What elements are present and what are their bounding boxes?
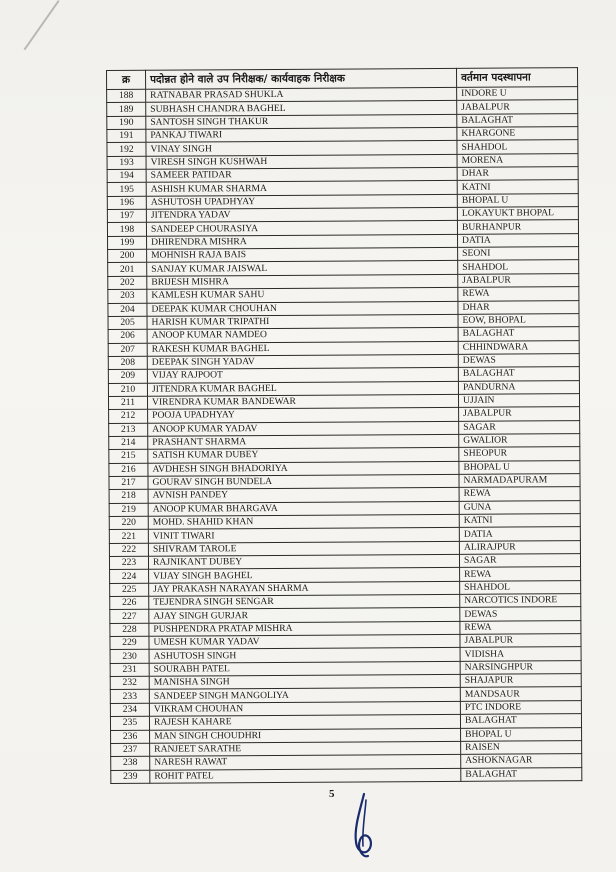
serial-cell: 208 (108, 356, 147, 370)
serial-cell: 235 (110, 716, 149, 730)
paper-fold-line (24, 0, 60, 50)
posting-cell: GWALIOR (459, 434, 580, 448)
posting-cell: BALAGHAT (458, 327, 579, 341)
officer-name-cell: RATNABAR PRASAD SHUKLA (146, 87, 457, 102)
posting-cell: BALAGHAT (460, 714, 581, 728)
posting-header: वर्तमान पदस्थापना (456, 68, 577, 88)
posting-cell: PANDURNA (458, 380, 579, 394)
serial-cell: 207 (108, 343, 147, 357)
posting-cell: MANDSAUR (460, 687, 581, 701)
posting-cell: BALAGHAT (457, 113, 578, 127)
serial-cell: 227 (110, 610, 149, 624)
posting-cell: BALAGHAT (458, 367, 579, 381)
serial-cell: 228 (110, 623, 149, 637)
serial-cell: 215 (109, 450, 148, 464)
serial-cell: 212 (109, 410, 148, 424)
officer-name-cell: DHIRENDRA MISHRA (147, 234, 458, 249)
officer-name-cell: VIJAY RAJPOOT (147, 368, 458, 383)
posting-cell: RAISEN (461, 740, 582, 754)
officer-name-cell: AVNISH PANDEY (148, 488, 459, 503)
promotion-list-table (106, 67, 582, 784)
posting-cell: ASHOKNAGAR (461, 754, 582, 768)
serial-cell: 206 (108, 329, 147, 343)
posting-cell: DHAR (457, 167, 578, 181)
serial-cell: 221 (109, 530, 148, 544)
officer-name-cell: RAKESH KUMAR BAGHEL (147, 341, 458, 356)
officer-name-cell: MAN SINGH CHOUDHRI (150, 728, 461, 743)
officer-name-cell: RAJNIKANT DUBEY (148, 554, 459, 569)
serial-cell: 197 (107, 209, 146, 223)
officer-name-cell: SAMEER PATIDAR (146, 167, 457, 182)
officer-name-cell: ASHUTOSH UPADHYAY (146, 194, 457, 209)
serial-cell: 223 (109, 556, 148, 570)
serial-cell: 230 (110, 650, 149, 664)
serial-cell: 213 (109, 423, 148, 437)
officer-name-cell: PUSHPENDRA PRATAP MISHRA (149, 621, 460, 636)
posting-cell: SHAHDOL (460, 580, 581, 594)
posting-cell: BURHANPUR (457, 220, 578, 234)
serial-cell: 190 (107, 116, 146, 130)
posting-cell: SHAJAPUR (460, 674, 581, 688)
officer-name-cell: SANJAY KUMAR JAISWAL (147, 261, 458, 276)
serial-cell: 195 (107, 183, 146, 197)
posting-cell: KATNI (459, 514, 580, 528)
officer-name-cell: SHIVRAM TAROLE (148, 541, 459, 556)
serial-cell: 214 (109, 436, 148, 450)
officer-name-cell: ANOOP KUMAR BHARGAVA (148, 501, 459, 516)
officer-name-cell: PRASHANT SHARMA (148, 434, 459, 449)
officer-name-cell: VIJAY SINGH BAGHEL (149, 568, 460, 583)
posting-cell: LOKAYUKT BHOPAL (457, 207, 578, 221)
posting-cell: REWA (459, 487, 580, 501)
officer-name-cell: RANJEET SARATHE (150, 741, 461, 756)
serial-cell: 194 (107, 169, 146, 183)
posting-cell: SAGAR (459, 554, 580, 568)
name-header: पदोन्नत होने वाले उप निरीक्षक/ कार्यवाहक निरीक्षक (146, 68, 457, 89)
officer-name-cell: SANTOSH SINGH THAKUR (146, 114, 457, 129)
officer-name-cell: TEJENDRA SINGH SENGAR (149, 594, 460, 609)
serial-cell: 216 (109, 463, 148, 477)
serial-cell: 192 (107, 143, 146, 157)
posting-cell: BHOPAL U (459, 460, 580, 474)
posting-cell: JABALPUR (458, 273, 579, 287)
officer-name-cell: NARESH RAWAT (150, 755, 461, 770)
signature-mark (340, 790, 400, 860)
serial-cell: 218 (109, 490, 148, 504)
serial-cell: 201 (108, 263, 147, 277)
serial-cell: 232 (110, 676, 149, 690)
serial-cell: 236 (111, 730, 150, 744)
serial-cell: 217 (109, 476, 148, 490)
serial-cell: 199 (108, 236, 147, 250)
officer-name-cell: BRIJESH MISHRA (147, 274, 458, 289)
officer-name-cell: MOHNISH RAJA BAIS (147, 247, 458, 262)
officer-name-cell: VINAY SINGH (146, 141, 457, 156)
serial-cell: 198 (107, 223, 146, 237)
officer-name-cell: SANDEEP SINGH MANGOLIYA (149, 688, 460, 703)
officer-name-cell: VINIT TIWARI (148, 528, 459, 543)
posting-cell: UJJAIN (458, 394, 579, 408)
serial-cell: 188 (107, 89, 146, 103)
officer-name-cell: PANKAJ TIWARI (146, 127, 457, 142)
officer-name-cell: POOJA UPADHYAY (148, 408, 459, 423)
posting-cell: DEWAS (458, 353, 579, 367)
table-body (107, 87, 582, 784)
officer-name-cell: VIRESH SINGH KUSHWAH (146, 154, 457, 169)
posting-cell: MORENA (457, 153, 578, 167)
officer-name-cell: SANDEEP CHOURASIYA (146, 221, 457, 236)
serial-cell: 220 (109, 516, 148, 530)
serial-cell: 219 (109, 503, 148, 517)
officer-name-cell: SATISH KUMAR DUBEY (148, 448, 459, 463)
officer-name-cell: UMESH KUMAR YADAV (149, 634, 460, 649)
serial-cell: 225 (110, 583, 149, 597)
officer-name-cell: MOHD. SHAHID KHAN (148, 514, 459, 529)
officer-name-cell: AVDHESH SINGH BHADORIYA (148, 461, 459, 476)
serial-cell: 234 (110, 703, 149, 717)
posting-cell: BALAGHAT (461, 767, 582, 781)
posting-cell: JABALPUR (460, 634, 581, 648)
posting-cell: ALIRAJPUR (459, 540, 580, 554)
serial-header: क्र (107, 70, 146, 89)
posting-cell: CHHINDWARA (458, 340, 579, 354)
officer-name-cell: HARISH KUMAR TRIPATHI (147, 314, 458, 329)
officer-name-cell: RAJESH KAHARE (149, 715, 460, 730)
serial-cell: 210 (108, 383, 147, 397)
posting-cell: SAGAR (459, 420, 580, 434)
posting-cell: DHAR (458, 300, 579, 314)
serial-cell: 202 (108, 276, 147, 290)
posting-cell: KHARGONE (457, 127, 578, 141)
posting-cell: BHOPAL U (461, 727, 582, 741)
posting-cell: GUNA (459, 500, 580, 514)
serial-cell: 203 (108, 289, 147, 303)
posting-cell: REWA (460, 567, 581, 581)
serial-cell: 229 (110, 636, 149, 650)
posting-cell: VIDISHA (460, 647, 581, 661)
posting-cell: REWA (460, 620, 581, 634)
posting-cell: NARCOTICS INDORE (460, 594, 581, 608)
officer-name-cell: ANOOP KUMAR YADAV (148, 421, 459, 436)
serial-cell: 189 (107, 103, 146, 117)
posting-cell: EOW, BHOPAL (458, 313, 579, 327)
serial-cell: 205 (108, 316, 147, 330)
officer-name-cell: SOURABH PATEL (149, 661, 460, 676)
officer-name-cell: GOURAV SINGH BUNDELA (148, 474, 459, 489)
posting-cell: SHAHDOL (457, 140, 578, 154)
serial-cell: 191 (107, 129, 146, 143)
serial-cell: 211 (108, 396, 147, 410)
officer-name-cell: KAMLESH KUMAR SAHU (147, 288, 458, 303)
posting-cell: KATNI (457, 180, 578, 194)
posting-cell: DATIA (459, 527, 580, 541)
officer-name-cell: ROHIT PATEL (150, 768, 461, 783)
serial-cell: 204 (108, 303, 147, 317)
serial-cell: 224 (110, 570, 149, 584)
officer-name-cell: AJAY SINGH GURJAR (149, 608, 460, 623)
officer-name-cell: VIRENDRA KUMAR BANDEWAR (147, 394, 458, 409)
serial-cell: 222 (109, 543, 148, 557)
serial-cell: 237 (111, 743, 150, 757)
officer-name-cell: JITENDRA KUMAR BAGHEL (147, 381, 458, 396)
officer-name-cell: SUBHASH CHANDRA BAGHEL (146, 101, 457, 116)
posting-cell: REWA (458, 287, 579, 301)
serial-cell: 193 (107, 156, 146, 170)
posting-cell: SHAHDOL (458, 260, 579, 274)
officer-name-cell: ASHUTOSH SINGH (149, 648, 460, 663)
serial-cell: 196 (107, 196, 146, 210)
serial-cell: 209 (108, 369, 147, 383)
serial-cell: 238 (111, 756, 150, 770)
posting-cell: INDORE U (457, 87, 578, 101)
posting-cell: JABALPUR (459, 407, 580, 421)
officer-name-cell: JITENDRA YADAV (146, 207, 457, 222)
officer-name-cell: ASHISH KUMAR SHARMA (146, 181, 457, 196)
posting-cell: BHOPAL U (457, 193, 578, 207)
posting-cell: JABALPUR (457, 100, 578, 114)
officer-name-cell: VIKRAM CHOUHAN (149, 701, 460, 716)
page-number: 5 (329, 788, 335, 800)
officer-name-cell: ANOOP KUMAR NAMDEO (147, 328, 458, 343)
serial-cell: 200 (108, 249, 147, 263)
posting-cell: PTC INDORE (460, 700, 581, 714)
serial-cell: 226 (110, 596, 149, 610)
posting-cell: NARSINGHPUR (460, 660, 581, 674)
posting-cell: SEONI (458, 247, 579, 261)
serial-cell: 233 (110, 690, 149, 704)
officer-name-cell: JAY PRAKASH NARAYAN SHARMA (149, 581, 460, 596)
officer-name-cell: MANISHA SINGH (149, 674, 460, 689)
serial-cell: 239 (111, 770, 150, 784)
posting-cell: DEWAS (460, 607, 581, 621)
posting-cell: NARMADAPURAM (459, 474, 580, 488)
serial-cell: 231 (110, 663, 149, 677)
officer-name-cell: DEEPAK KUMAR CHOUHAN (147, 301, 458, 316)
posting-cell: DATIA (458, 233, 579, 247)
table-row (111, 767, 582, 783)
officer-name-cell: DEEPAK SINGH YADAV (147, 354, 458, 369)
posting-cell: SHEOPUR (459, 447, 580, 461)
